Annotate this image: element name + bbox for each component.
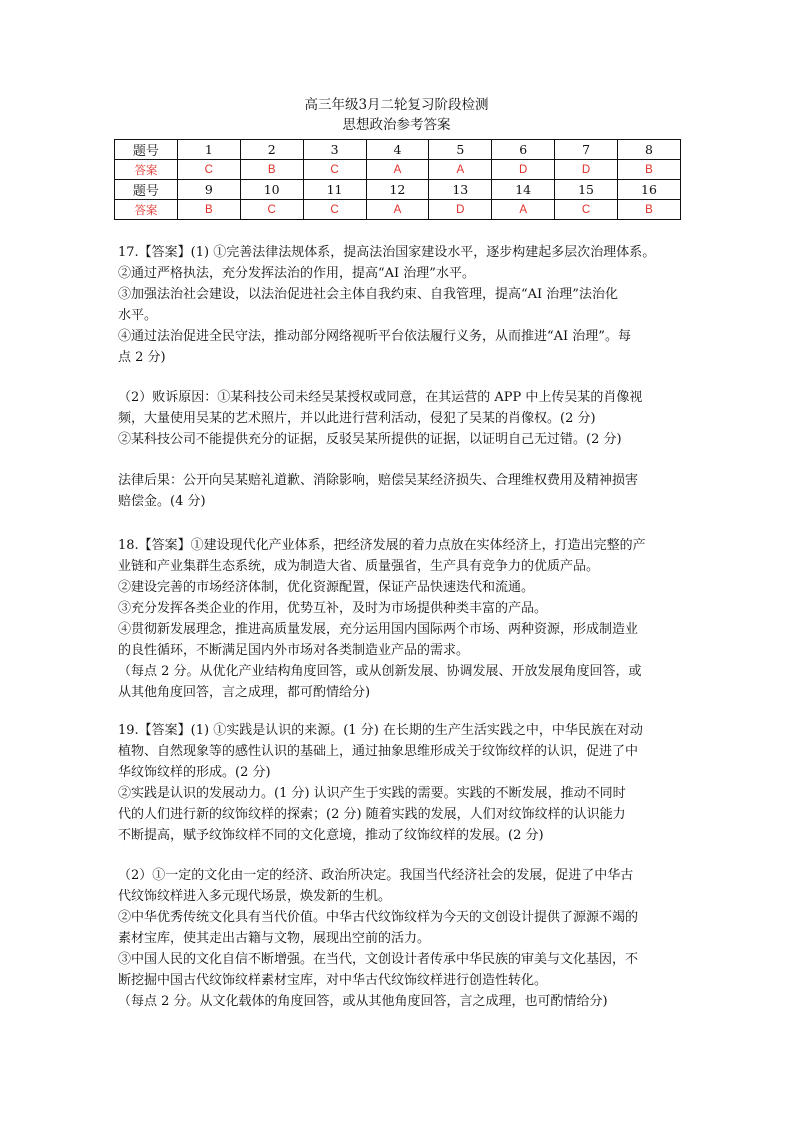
question-number: 15 <box>555 180 618 200</box>
question-number: 1 <box>177 140 240 160</box>
row-label-answer: 答案 <box>115 160 178 180</box>
answer-cell: A <box>366 160 429 180</box>
question-number: 7 <box>555 140 618 160</box>
question-number: 13 <box>429 180 492 200</box>
answer-line: 18.【答案】①建设现代化产业体系，把经济发展的着力点放在实体经济上，打造出完整的产 <box>118 538 646 553</box>
answer-line: ④贯彻新发展理念，推进高质量发展，充分运用国内国际两个市场、两种资源，形成制造业 <box>118 622 639 637</box>
answer-row-1 <box>115 160 681 180</box>
answer-line: 17.【答案】(1) ①完善法律法规体系，提高法治国家建设水平，逐步构建起多层次治理体系。 <box>118 245 656 260</box>
document-title: 高三年级3月二轮复习阶段检测 <box>304 97 489 113</box>
answer-cell: C <box>240 200 303 220</box>
question-row-2 <box>115 180 681 200</box>
answer-line: ②中华优秀传统文化具有当代价值。中华古代纹饰纹样为今天的文创设计提供了源源不竭的 <box>118 910 639 925</box>
question-number: 5 <box>429 140 492 160</box>
answer-line: （2）败诉原因：①某科技公司未经吴某授权或同意，在其运营的 APP 中上传吴某的肖像视 <box>118 390 643 405</box>
answer-cell: B <box>618 160 681 180</box>
answer-line: 业链和产业集群生态系统，成为制造大省、质量强省，生产具有竞争力的优质产品。 <box>118 559 600 574</box>
answer-cell: B <box>618 200 681 220</box>
question-number: 6 <box>492 140 555 160</box>
answer-cell: C <box>555 200 618 220</box>
question-number: 2 <box>240 140 303 160</box>
answer-cell: A <box>366 200 429 220</box>
answer-line: ③加强法治社会建设，以法治促进社会主体自我约束、自我管理，提高“AI 治理”法治化 <box>118 287 618 302</box>
answer-line: ③中国人民的文化自信不断增强。在当代，文创设计者传承中华民族的审美与文化基因，不 <box>118 952 639 967</box>
answer-line: 代的人们进行新的纹饰纹样的探索；(2 分) 随着实践的发展，人们对纹饰纹样的认识能力 <box>118 807 626 822</box>
q18-answer <box>118 535 682 703</box>
answer-line: 断挖掘中国古代纹饰纹样素材宝库，对中华古代纹饰纹样进行创造性转化。 <box>118 973 548 988</box>
answer-line: （2）①一定的文化由一定的经济、政治所决定。我国当代经济社会的发展，促进了中华古 <box>118 868 634 883</box>
question-number: 8 <box>618 140 681 160</box>
answer-line: 频，大量使用吴某的艺术照片，并以此进行营利活动，侵犯了吴某的肖像权。(2 分) <box>118 411 596 426</box>
answer-cell: A <box>492 200 555 220</box>
answer-line: （每点 2 分。从文化载体的角度回答，或从其他角度回答，言之成理，也可酌情给分) <box>118 994 608 1009</box>
answer-line: ②建设完善的市场经济体制，优化资源配置，保证产品快速迭代和流通。 <box>118 580 535 595</box>
row-label-question: 题号 <box>115 180 178 200</box>
question-number: 14 <box>492 180 555 200</box>
answer-line: 赔偿金。(4 分) <box>118 494 206 509</box>
question-row-1 <box>115 140 681 160</box>
answer-line: 点 2 分) <box>118 350 166 365</box>
answer-cell: C <box>177 160 240 180</box>
row-label-answer: 答案 <box>115 200 178 220</box>
question-number: 3 <box>303 140 366 160</box>
answer-line: 华纹饰纹样的形成。(2 分) <box>118 765 271 780</box>
question-number: 4 <box>366 140 429 160</box>
answer-line: 不断提高，赋予纹饰纹样不同的文化意境，推动了纹饰纹样的发展。(2 分) <box>118 828 544 843</box>
answer-line: 的良性循环，不断满足国内外市场对各类制造业产品的需求。 <box>118 643 470 658</box>
q19-part2 <box>118 865 682 1012</box>
answer-line: ③充分发挥各类企业的作用，优势互补，及时为市场提供种类丰富的产品。 <box>118 601 548 616</box>
question-number: 9 <box>177 180 240 200</box>
q17-legal-consequence <box>118 470 682 512</box>
question-number: 12 <box>366 180 429 200</box>
answer-line: ④通过法治促进全民守法，推动部分网络视听平台依法履行义务，从而推进“AI 治理”。每 <box>118 329 631 344</box>
answer-line: 代纹饰纹样进入多元现代场景，焕发新的生机。 <box>118 889 392 904</box>
answer-table <box>114 139 681 220</box>
q17-part2 <box>118 387 682 450</box>
answer-cell: B <box>177 200 240 220</box>
answer-line: 素材宝库，使其走出古籍与文物，展现出空前的活力。 <box>118 931 431 946</box>
answer-line: 水平。 <box>118 308 158 323</box>
answer-cell: A <box>429 160 492 180</box>
answer-line: 19.【答案】(1) ①实践是认识的来源。(1 分) 在长期的生产生活实践之中，中华民族在对动 <box>118 723 643 738</box>
answer-cell: C <box>303 160 366 180</box>
answer-line: 法律后果：公开向吴某赔礼道歉、消除影响，赔偿吴某经济损失、合理维权费用及精神损害 <box>118 473 639 488</box>
question-number: 11 <box>303 180 366 200</box>
answer-row-2 <box>115 200 681 220</box>
answer-cell: D <box>429 200 492 220</box>
answer-cell: D <box>492 160 555 180</box>
q17-answer <box>118 242 682 368</box>
answer-line: 从其他角度回答，言之成理，都可酌情给分) <box>118 685 371 700</box>
question-number: 16 <box>618 180 681 200</box>
answer-line: （每点 2 分。从优化产业结构角度回答，或从创新发展、协调发展、开放发展角度回答，或 <box>118 664 642 679</box>
row-label-question: 题号 <box>115 140 178 160</box>
q19-answer <box>118 720 682 846</box>
answer-line: ②实践是认识的发展动力。(1 分) 认识产生于实践的需要。实践的不断发展，推动不同时 <box>118 786 626 801</box>
document-subtitle: 思想政治参考答案 <box>342 117 451 133</box>
answer-cell: D <box>555 160 618 180</box>
answer-cell: C <box>303 200 366 220</box>
answer-cell: B <box>240 160 303 180</box>
answer-line: 植物、自然现象等的感性认识的基础上，通过抽象思维形成关于纹饰纹样的认识，促进了中 <box>118 744 639 759</box>
question-number: 10 <box>240 180 303 200</box>
answer-line: ②某科技公司不能提供充分的证据，反驳吴某所提供的证据，以证明自己无过错。(2 分) <box>118 432 622 447</box>
answer-line: ②通过严格执法，充分发挥法治的作用，提高“AI 治理”水平。 <box>118 266 475 281</box>
